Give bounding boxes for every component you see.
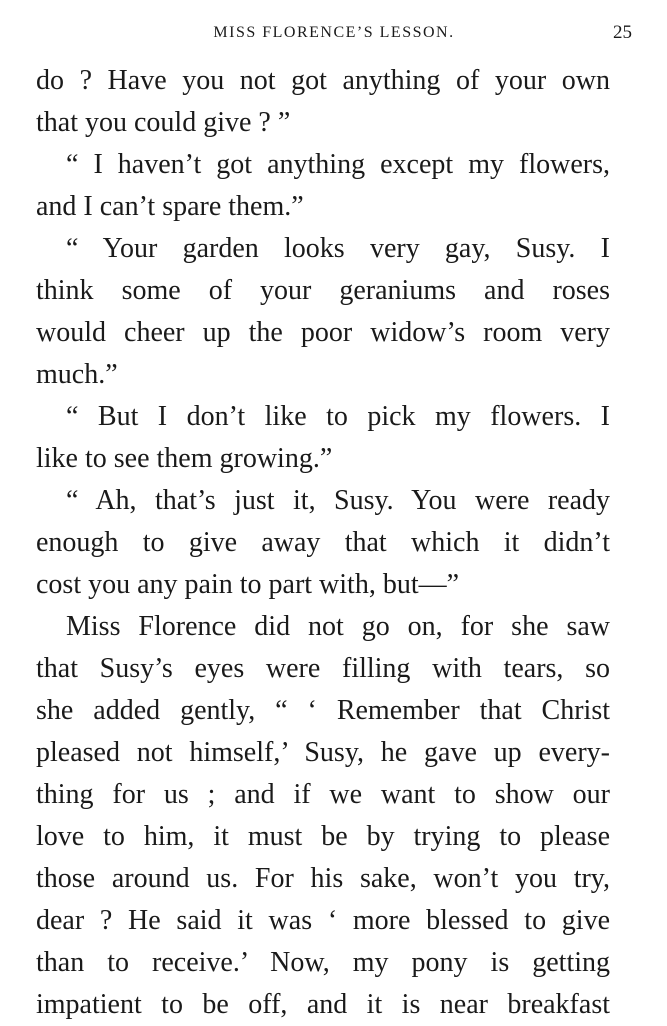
text-line: cost you any pain to part with, but—” [36, 569, 460, 600]
text-line: like to see them growing.” [36, 443, 333, 474]
text-line: that you could give ? ” [36, 107, 291, 138]
running-head [36, 20, 632, 46]
text-line: Miss Florence did not go on, for she saw [66, 611, 610, 642]
text-line: “ I haven’t got anything except my flowers, [66, 149, 610, 180]
text-line: enough to give away that which it didn’t [36, 527, 610, 558]
page-number: 25 [613, 22, 632, 43]
text-line: think some of your geraniums and roses [36, 275, 610, 306]
text-line: “ Ah, that’s just it, Susy. You were ready [66, 485, 610, 516]
body-text [36, 60, 610, 1026]
text-line: would cheer up the poor widow’s room very [36, 317, 610, 348]
text-line: impatient to be off, and it is near breakfast [36, 989, 610, 1020]
text-line: love to him, it must be by trying to please [36, 821, 610, 852]
text-line: dear ? He said it was ‘ more blessed to give [36, 905, 610, 936]
text-line: pleased not himself,’ Susy, he gave up every- [36, 737, 610, 768]
text-line: “ But I don’t like to pick my flowers. I [66, 401, 610, 432]
text-line: thing for us ; and if we want to show our [36, 779, 610, 810]
text-line: those around us. For his sake, won’t you try, [36, 863, 610, 894]
text-line: much.” [36, 359, 118, 390]
text-line: do ? Have you not got anything of your own [36, 65, 610, 96]
text-line: she added gently, “ ‘ Remember that Christ [36, 695, 610, 726]
text-line: than to receive.’ Now, my pony is getting [36, 947, 610, 978]
text-line: that Susy’s eyes were filling with tears, so [36, 653, 610, 684]
text-line: “ Your garden looks very gay, Susy. I [66, 233, 610, 264]
text-line: and I can’t spare them.” [36, 191, 304, 222]
running-title: MISS FLORENCE’S LESSON. [213, 24, 455, 41]
